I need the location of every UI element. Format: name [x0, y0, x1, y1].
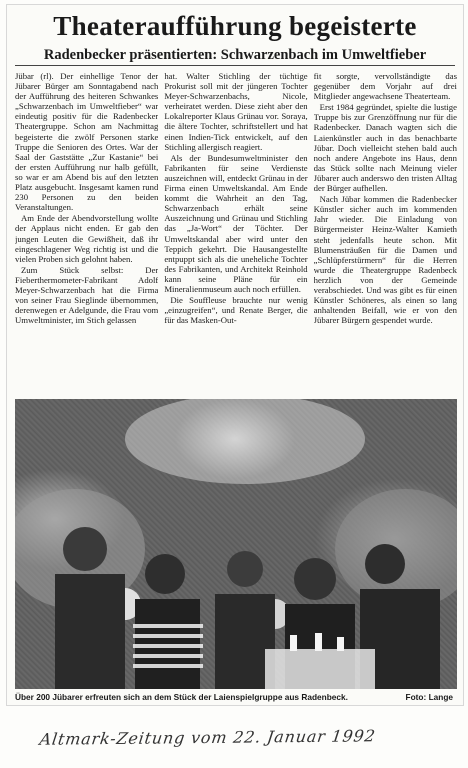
- article-column-3: [314, 71, 457, 393]
- article-subheadline: Radenbecker präsentierten: Schwarzenbach im Umweltfieber: [43, 47, 427, 63]
- paragraph: Jübar (rl). Der einhellige Tenor der Jübarer Bürger am Sonntagabend nach der Aufführung des heiteren Schwankes „Schwarzenbach im Umweltfieber“ war eindeutig positiv für die Radenbecker Theatergruppe. Schon am Nachmittag begeisterte die zwölf Personen starke Truppe die Senioren des Ortes. War der Saal der Gaststätte „Zur Kastanie“ bei der ersten Aufführung nur halb gefüllt, so war er am Abend bis auf den letzten Platz ausgebucht. Insgesamt kamen rund 230 Personen zu den beiden Veranstaltungen.: [15, 71, 159, 213]
- photo-scene: [15, 399, 457, 689]
- paragraph: Die Souffleuse brauchte nur wenig „einzugreifen“, und Renate Berger, die für das Masken-Out-: [164, 295, 308, 326]
- paragraph: hat. Walter Stichling der tüchtige Prokurist soll mit der jüngeren Tochter Meyer-Schwarzenbachs, Nicole, verheiratet werden. Diese zieht aber den Lokalreporter Klaus Grünau vor. Soraya, die ältere Tochter, schriftstellert und hat einen Indien-Tick entwickelt, auf den Stichling allergisch reagiert.: [164, 71, 308, 152]
- handwritten-note-text: Altmark-Zeitung vom 22. Januar 1992: [38, 726, 377, 749]
- paragraph: fit sorgte, vervollständigte das gegenüber dem Vorjahr auf drei Mitglieder angewachsene Theaterteam.: [313, 71, 457, 102]
- paragraph: Als der Bundesumweltminister den Fabrikanten für seine Verdienste auszeichnen will, entdeckt Grünau in der Firma einen Umweltskandal. Am Ende kommt die Wahrheit an den Tag, Schwarzenbach erhält seine Auszeichnung und Grünau und Stichling das „Ja-Wort“ der Töchter. Der Umweltskandal aber wird unter den Teppich gekehrt. Die Hausangestellte entpuppt sich als die uneheliche Tochter des Fabrikanten, und Architekt Reinhold kann seine Pläne für ein Mineralienmuseum auch noch erfüllen.: [164, 152, 308, 294]
- article-photo: [15, 399, 457, 689]
- photo-credit: Foto: Lange: [405, 692, 453, 702]
- paragraph: Zum Stück selbst: Der Fieberthermometer-Fabrikant Adolf Meyer-Schwarzenbach hat die Firma von seiner Frau Sieglinde übernommen, derenwegen er Adelgunde, die Frau vom Umweltminister, im Stich gelassen: [15, 264, 159, 326]
- paragraph: Nach Jübar kommen die Radenbecker Künstler sicher auch im kommenden Jahr wieder. Die Einladung von Bürgermeister Heinz-Walter Kamieth steht jedenfalls heute schon. Mit Blumensträußen für die Damen und „Schlüpferstürmern“ für die Herren wurde die Theatergruppe Radenbeck herzlich von der Gemeinde verabschiedet. Und was gibt es für einen Künstler Schöneres, als einen so lang anhaltenden Beifall, wie er von den Jübarer Bürgern gespendet wurde.: [313, 194, 457, 326]
- article-column-2: [164, 71, 307, 393]
- article-headline: Theateraufführung begeisterte: [53, 11, 417, 41]
- photo-caption: [15, 692, 457, 702]
- handwritten-source-note: [40, 728, 440, 760]
- article-body: [15, 71, 457, 393]
- paragraph: Am Ende der Abendvorstellung wollte der Applaus nicht enden. Er gab den jungen Leuten die Gewißheit, daß ihr eingeschlagener Weg richtig ist und die vielen Proben sich gelohnt haben.: [15, 213, 159, 264]
- header-rule: [15, 65, 455, 66]
- caption-text: Über 200 Jübarer erfreuten sich an dem Stück der Laienspielgruppe aus Radenbeck.: [15, 692, 348, 702]
- newspaper-clipping: [6, 4, 464, 706]
- article-column-1: [15, 71, 158, 393]
- paragraph: Erst 1984 gegründet, spielte die lustige Truppe bis zur Grenzöffnung nur für die Radenbecker. Danach wagten sich die Laienkünstler auch in das benachbarte Jübar. Doch vielleicht stehen bald auch noch andere Angebote ins Haus, denn das Stück sollte nach Meinung vieler Jübarer auch anderswo den tristen Alltag der Bürger aufhellen.: [313, 102, 457, 194]
